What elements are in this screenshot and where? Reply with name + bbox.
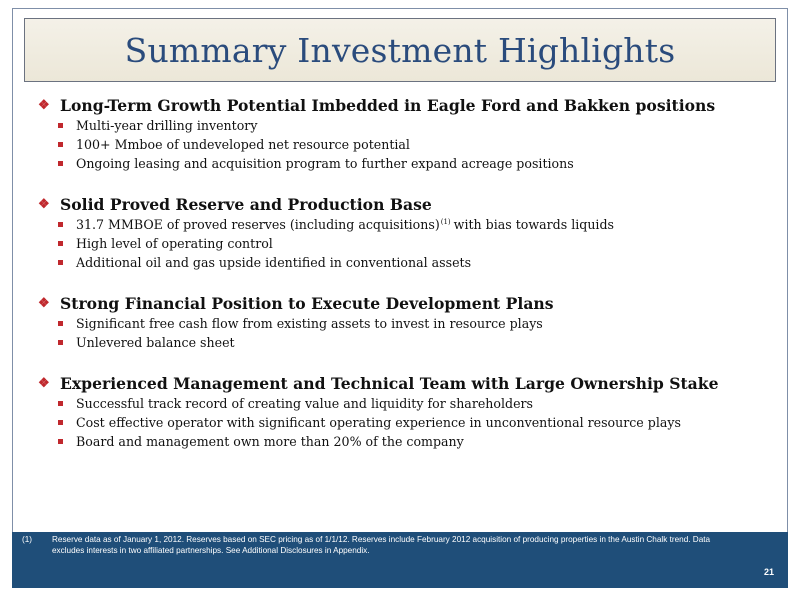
list-item [36,413,776,432]
list-item-text: Successful track record of creating value and liquidity for shareholders [76,396,534,411]
list-item [36,215,776,234]
list-item-text: Cost effective operator with significant operating experience in unconventional resource plays [76,415,681,430]
list-item-text: Ongoing leasing and acquisition program to further expand acreage positions [76,156,574,171]
list-item-text-main: 31.7 MMBOE of proved reserves (including acquisitions) [76,217,440,232]
list-item-text: Unlevered balance sheet [76,335,235,350]
section-management [36,372,776,451]
list-item [36,253,776,272]
section-growth [36,94,776,173]
list-item [36,432,776,451]
footnote-reference: (1) [440,217,451,226]
section-heading-text: Solid Proved Reserve and Production Base [60,194,432,214]
footnote-text: Reserve data as of January 1, 2012. Reserves based on SEC pricing as of 1/1/12. Reserves include February 2012 acquisition of producing properties in the Austin Chalk trend. Data excludes interests in two affiliated partnerships. See Additional Disclosures in Appendix. [52,535,711,555]
list-item-text [76,217,614,232]
list-item-text: High level of operating control [76,236,273,251]
page-number: 21 [763,567,774,577]
square-bullet-icon [58,401,63,406]
bullet-list [36,116,776,173]
diamond-bullet-icon: ❖ [38,375,50,391]
square-bullet-icon [58,161,63,166]
page-title: Summary Investment Highlights [124,30,676,70]
list-item [36,394,776,413]
square-bullet-icon [58,439,63,444]
list-item [36,116,776,135]
square-bullet-icon [58,260,63,265]
square-bullet-icon [58,321,63,326]
list-item-text-tail: with bias towards liquids [453,217,614,232]
list-item-text: Significant free cash flow from existing assets to invest in resource plays [76,316,543,331]
list-item [36,314,776,333]
section-heading [36,292,776,314]
diamond-bullet-icon: ❖ [38,196,50,212]
section-heading-text: Long-Term Growth Potential Imbedded in Eagle Ford and Bakken positions [60,95,716,115]
list-item [36,234,776,253]
highlights-content [36,94,776,471]
section-financial [36,292,776,352]
bullet-list [36,314,776,352]
footnote-number: (1) [22,535,33,544]
bullet-list [36,215,776,272]
section-heading-text: Experienced Management and Technical Team with Large Ownership Stake [60,373,719,393]
list-item-text: Board and management own more than 20% of the company [76,434,464,449]
section-heading [36,94,776,116]
diamond-bullet-icon: ❖ [38,295,50,311]
list-item [36,135,776,154]
section-heading [36,372,776,394]
list-item-text: Multi-year drilling inventory [76,118,258,133]
list-item-text: 100+ Mmboe of undeveloped net resource potential [76,137,410,152]
bullet-list [36,394,776,451]
title-banner [24,18,776,82]
section-heading [36,193,776,215]
list-item-text: Additional oil and gas upside identified in conventional assets [76,255,472,270]
square-bullet-icon [58,142,63,147]
square-bullet-icon [58,222,63,227]
list-item [36,154,776,173]
section-heading-text: Strong Financial Position to Execute Development Plans [60,293,554,313]
section-reserves [36,193,776,272]
footer-bar [12,532,788,588]
square-bullet-icon [58,420,63,425]
list-item [36,333,776,352]
square-bullet-icon [58,340,63,345]
footnote [22,535,722,556]
square-bullet-icon [58,241,63,246]
square-bullet-icon [58,123,63,128]
diamond-bullet-icon: ❖ [38,97,50,113]
